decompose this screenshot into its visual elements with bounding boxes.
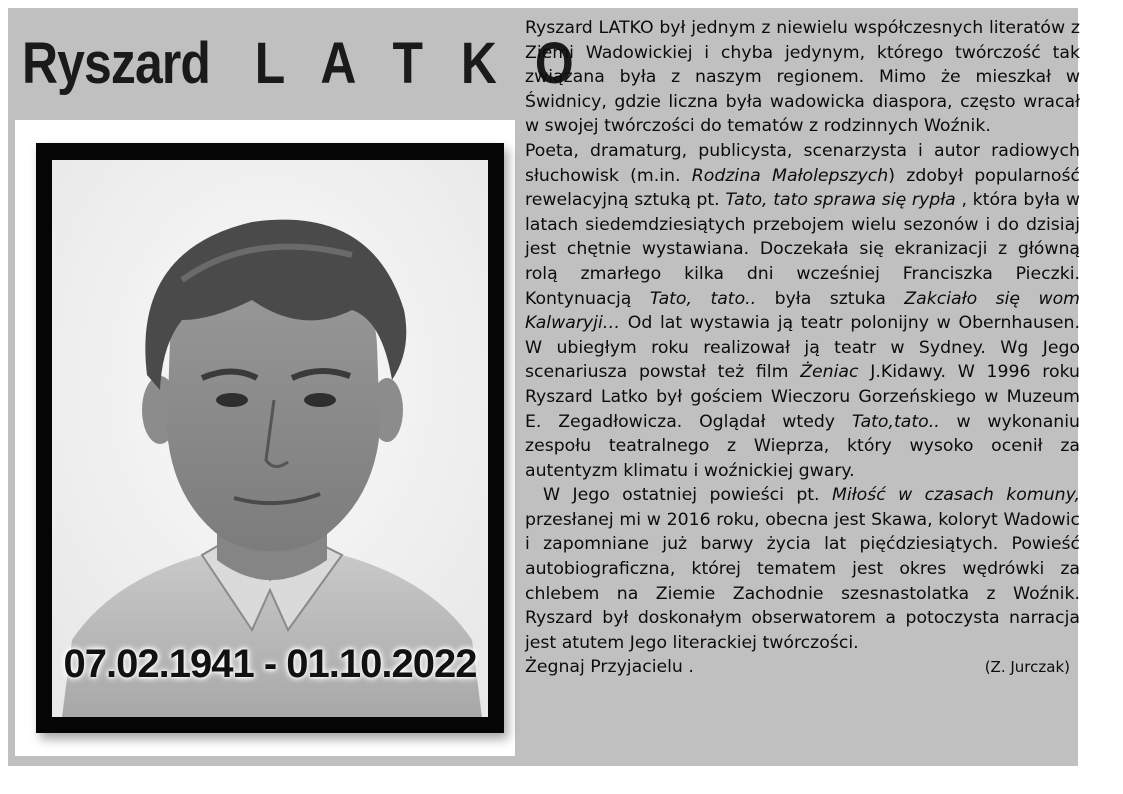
paragraph-1: Ryszard LATKO był jednym z niewielu współczesnych literatów z Ziemi Wadowickiej i chyba jedynym, którego twórczość tak związana była z naszym regionem. Mimo że mieszkał w Świdnicy, gdzie liczna była wadowicka diaspora, często wracał w swojej twórczości do tematów z rodzinnych Woźnik. [525, 18, 1080, 137]
paragraph-2-text: , która była w latach siedemdziesiątych przebojem wielu sezonów i do dzisiaj jest chętnie wystawiana. Doczekała się ekranizacji z główną rolą zmarłego kilka dni wcześniej Franciszka Pieczki. Kontynuacją [525, 190, 1080, 309]
title-zeniac: Żeniac [800, 362, 859, 383]
paragraph-2-text: w wykonaniu zespołu teatralnego z Wieprza, który wysoko ocenił za autentyzm klimatu i woźnickiej gwary. [525, 411, 1080, 481]
obituary-text [525, 16, 1080, 761]
portrait-photo [52, 160, 488, 717]
paragraph-2-text: Poeta, dramaturg, publicysta, scenarzysta i autor radiowych słuchowisk (m.in. [525, 140, 1080, 186]
title-tato-tato-2: Tato,tato.. [851, 411, 940, 432]
title-rodzina: Rodzina Małolepszych [691, 165, 889, 186]
author-signature: (Z. Jurczak) [984, 658, 1070, 677]
title-tato-tato: Tato, tato.. [649, 288, 757, 309]
paragraph-2-text: J.Kidawy. W 1996 roku Ryszard Latko był gościem Wieczoru Gorzeńskiego w Muzeum E. Zegadłowicza. Oglądał wtedy [525, 362, 1080, 432]
closing-line [525, 655, 1080, 680]
title-first-name: Ryszard [22, 31, 211, 96]
paragraph-2 [525, 139, 1080, 483]
life-dates: 07.02.1941 - 01.10.2022 [63, 642, 477, 686]
paragraph-2-text: Od lat wystawia ją teatr polonijny w Obernhausen. W ubiegłym roku realizował ją teatr w Sydney. Wg Jego scenariusza powstał też film [525, 313, 1080, 383]
title-milosc: Miłość w czasach komuny, [831, 485, 1080, 506]
title-zakcialo: Zakciało się wom Kalwaryji… [525, 288, 1081, 334]
page-title [22, 14, 586, 114]
farewell-text: Żegnaj Przyjacielu . [525, 657, 694, 678]
paragraph-3 [525, 483, 1080, 655]
title-tato-sprawa: Tato, tato sprawa się rypła [725, 190, 956, 211]
portrait-illustration [52, 160, 488, 717]
paragraph-2-text: była sztuka [756, 288, 905, 309]
title-surname: L A T K O [254, 31, 586, 96]
paragraph-2-text: ) zdobył popularność rewelacyjną sztuką pt. [525, 165, 1080, 211]
paragraph-3-text: W Jego ostatniej powieści pt. [543, 485, 832, 506]
paragraph-3-text: przesłanej mi w 2016 roku, obecna jest Skawa, koloryt Wadowic i zapomniane już barwy życia lat pięćdziesiątych. Powieść autobiograficzna, której tematem jest okres wędrówki za chlebem na Ziemie Zachodnie szesnastolatka z Woźnik. Ryszard był doskonałym obserwatorem a potoczysta narracja jest atutem Jego literackiej twórczości. [525, 509, 1080, 653]
